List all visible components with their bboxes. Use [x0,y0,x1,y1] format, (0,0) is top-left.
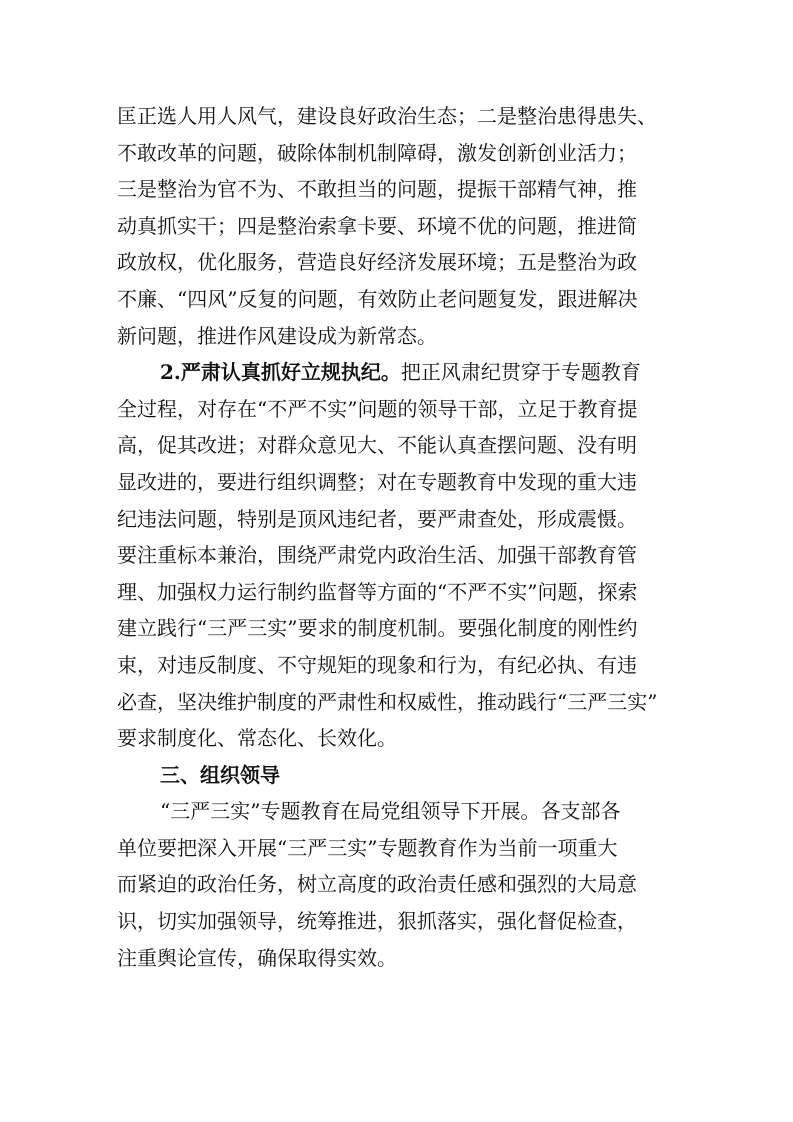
paragraph-organization [117,793,680,976]
text-line: 单位要把深入开展“三严三实”专题教育作为当前一项重大 [117,835,618,860]
text-line: 建立践行“三严三实”要求的制度机制。要强化制度的刚性约 [117,616,638,641]
text-line: 识，切实加强领导，统筹推进，狠抓落实，强化督促检查， [117,909,637,934]
text-line: 三是整治为官不为、不敢担当的问题，提振干部精气神，推 [117,177,637,202]
text-line: 不廉、“四风”反复的问题，有效防止老问题复发，跟进解决 [117,286,638,311]
text-line: 注重舆论宣传，确保取得实效。 [117,945,397,970]
text-line [117,354,680,391]
text-line: 动真抓实干；四是整治索拿卡要、环境不优的问题，推进简 [117,213,637,238]
text-line: 必查，坚决维护制度的严肃性和权威性，推动践行“三严三实” [117,689,658,714]
section-heading: 三、组织领导 [160,762,280,787]
paragraph-lead-rest: 把正风肃纪贯穿于专题教育 [400,360,641,385]
paragraph-lead-heading: 2.严肃认真抓好立规执纪。 [160,360,401,385]
text-line: 纪违法问题，特别是顶风违纪者，要严肃查处，形成震慑。 [117,506,637,531]
text-line: 要注重标本兼治，围绕严肃党内政治生活、加强干部教育管 [117,543,637,568]
text-line: 要求制度化、常态化、长效化。 [117,726,397,751]
text-line: “三严三实”专题教育在局党组领导下开展。各支部各 [160,799,621,824]
text-line: 政放权，优化服务，营造良好经济发展环境；五是整治为政 [117,250,637,275]
paragraph-discipline [117,354,680,757]
text-line: 显改进的，要进行组织调整；对在专题教育中发现的重大违 [117,469,637,494]
text-line: 匡正选人用人风气，建设良好政治生态；二是整治患得患失、 [117,104,657,128]
text-line: 全过程，对存在“不严不实”问题的领导干部，立足于教育提 [117,396,638,421]
text-line: 束，对违反制度、不守规矩的现象和行为，有纪必执、有违 [117,652,637,677]
text-line: 不敢改革的问题，破除体制机制障碍，激发创新创业活力； [117,140,637,165]
text-line: 新问题，推进作风建设成为新常态。 [117,323,437,348]
paragraph-continuation [117,98,680,354]
text-line: 而紧迫的政治任务，树立高度的政治责任感和强烈的大局意 [117,872,637,897]
text-line: 高，促其改进；对群众意见大、不能认真查摆问题、没有明 [117,433,637,458]
document-body [117,98,680,976]
text-line: 理、加强权力运行制约监督等方面的“不严不实”问题，探索 [117,579,638,604]
